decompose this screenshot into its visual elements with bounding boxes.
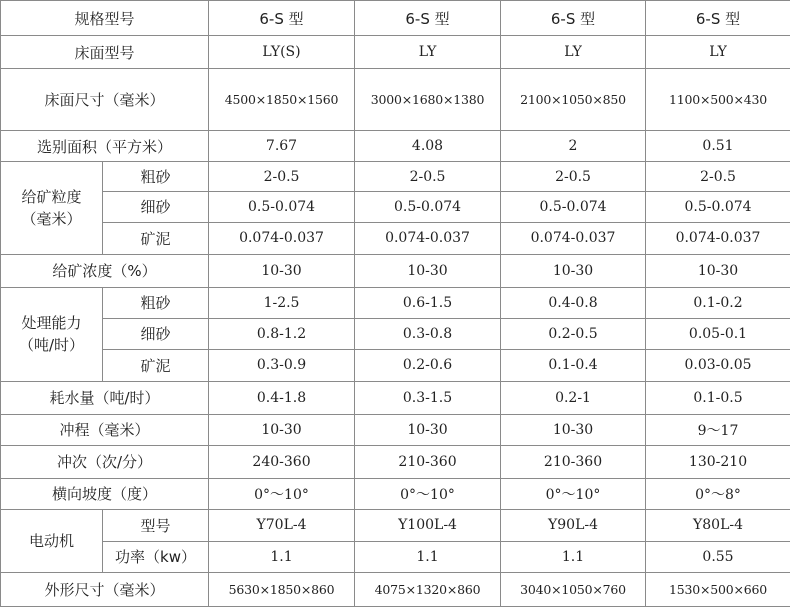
cell: 4500×1850×1560 [209,69,355,131]
cell: 0.1-0.5 [646,381,790,414]
cell: 0.03-0.05 [646,349,790,381]
cell: 1.1 [355,541,501,572]
cell: 0°～10° [209,478,355,509]
cell: 0.8-1.2 [209,318,355,349]
cell: 2-0.5 [501,162,646,192]
cell: 2-0.5 [209,162,355,192]
cell: 3040×1050×760 [501,572,646,606]
feed-size-row-slime [1,222,790,254]
cell: 0.3-1.5 [355,381,501,414]
cell: LY [501,36,646,69]
row-label: 给矿浓度（%） [1,254,209,287]
cell: 210-360 [501,445,646,478]
header-row [1,1,790,36]
cell: 0.074-0.037 [355,222,501,254]
cell: 130-210 [646,445,790,478]
cell: Y90L-4 [501,509,646,541]
capacity-group-label [1,287,103,381]
cell: 1.1 [209,541,355,572]
cell: Y80L-4 [646,509,790,541]
header-col-1: 6-S 型 [209,1,355,36]
header-col-3: 6-S 型 [501,1,646,36]
cell: LY [646,36,790,69]
row-label: 选别面积（平方米） [1,131,209,162]
header-col-4: 6-S 型 [646,1,790,36]
cell: 1.1 [501,541,646,572]
cell: 5630×1850×860 [209,572,355,606]
sub-label: 功率（kw） [103,541,209,572]
cell: 0.55 [646,541,790,572]
cell: 0.1-0.2 [646,287,790,318]
cell: 1-2.5 [209,287,355,318]
cell: 0.05-0.1 [646,318,790,349]
sub-label: 细砂 [103,191,209,222]
cell: 0.2-0.5 [501,318,646,349]
sub-label: 型号 [103,509,209,541]
label-line: 给矿粒度 [21,187,82,206]
cell: 2-0.5 [355,162,501,192]
cell: 0.5-0.074 [355,191,501,222]
row-label: 外形尺寸（毫米） [1,572,209,606]
row-label: 床面型号 [1,36,209,69]
cell: 2-0.5 [646,162,790,192]
cell: LY [355,36,501,69]
feed-size-group-label [1,162,103,255]
cell: 0.3-0.8 [355,318,501,349]
cell: 0.074-0.037 [209,222,355,254]
cell: 1100×500×430 [646,69,790,131]
cell: 0.1-0.4 [501,349,646,381]
cell: LY(S) [209,36,355,69]
cell: 1530×500×660 [646,572,790,606]
motor-row-model [1,509,790,541]
feed-size-row-fine [1,191,790,222]
label-line: （毫米） [21,209,82,228]
sub-label: 粗砂 [103,162,209,192]
deck-size-row [1,69,790,131]
sub-label: 粗砂 [103,287,209,318]
deck-model-row [1,36,790,69]
outline-row [1,572,790,606]
cell: 0.5-0.074 [501,191,646,222]
frequency-row [1,445,790,478]
cell: 7.67 [209,131,355,162]
cell: 10-30 [355,254,501,287]
cell: 240-360 [209,445,355,478]
cell: 4075×1320×860 [355,572,501,606]
cell: 10-30 [501,254,646,287]
cell: 0.5-0.074 [646,191,790,222]
sub-label: 细砂 [103,318,209,349]
capacity-row-fine [1,318,790,349]
cell: 0.3-0.9 [209,349,355,381]
area-row [1,131,790,162]
cell: 10-30 [355,414,501,445]
cell: 210-360 [355,445,501,478]
cell: 0.2-1 [501,381,646,414]
header-label: 规格型号 [1,1,209,36]
cell: 10-30 [646,254,790,287]
label-line: 处理能力 [21,314,82,333]
sub-label: 矿泥 [103,349,209,381]
water-row [1,381,790,414]
cell: 10-30 [209,414,355,445]
cell: 0°～10° [501,478,646,509]
cell: 10-30 [501,414,646,445]
capacity-row-coarse [1,287,790,318]
row-label: 横向坡度（度） [1,478,209,509]
row-label: 耗水量（吨/时） [1,381,209,414]
cell: 0°～8° [646,478,790,509]
row-label: 冲程（毫米） [1,414,209,445]
row-label: 床面尺寸（毫米） [1,69,209,131]
cell: 10-30 [209,254,355,287]
cell: 0.5-0.074 [209,191,355,222]
header-col-2: 6-S 型 [355,1,501,36]
cell: 0.6-1.5 [355,287,501,318]
cell: 0.51 [646,131,790,162]
motor-group-label: 电动机 [1,509,103,572]
cell: 0.074-0.037 [501,222,646,254]
row-label: 冲次（次/分） [1,445,209,478]
cell: 3000×1680×1380 [355,69,501,131]
cell: Y70L-4 [209,509,355,541]
cell: Y100L-4 [355,509,501,541]
cell: 4.08 [355,131,501,162]
label-line: （吨/时） [18,336,85,355]
stroke-row [1,414,790,445]
feed-density-row [1,254,790,287]
slope-row [1,478,790,509]
cell: 0.4-0.8 [501,287,646,318]
cell: 2 [501,131,646,162]
capacity-row-slime [1,349,790,381]
cell: 9～17 [646,414,790,445]
cell: 0.074-0.037 [646,222,790,254]
sub-label: 矿泥 [103,222,209,254]
feed-size-row-coarse [1,162,790,192]
cell: 0.4-1.8 [209,381,355,414]
cell: 0.2-0.6 [355,349,501,381]
cell: 0°～10° [355,478,501,509]
motor-row-power [1,541,790,572]
cell: 2100×1050×850 [501,69,646,131]
